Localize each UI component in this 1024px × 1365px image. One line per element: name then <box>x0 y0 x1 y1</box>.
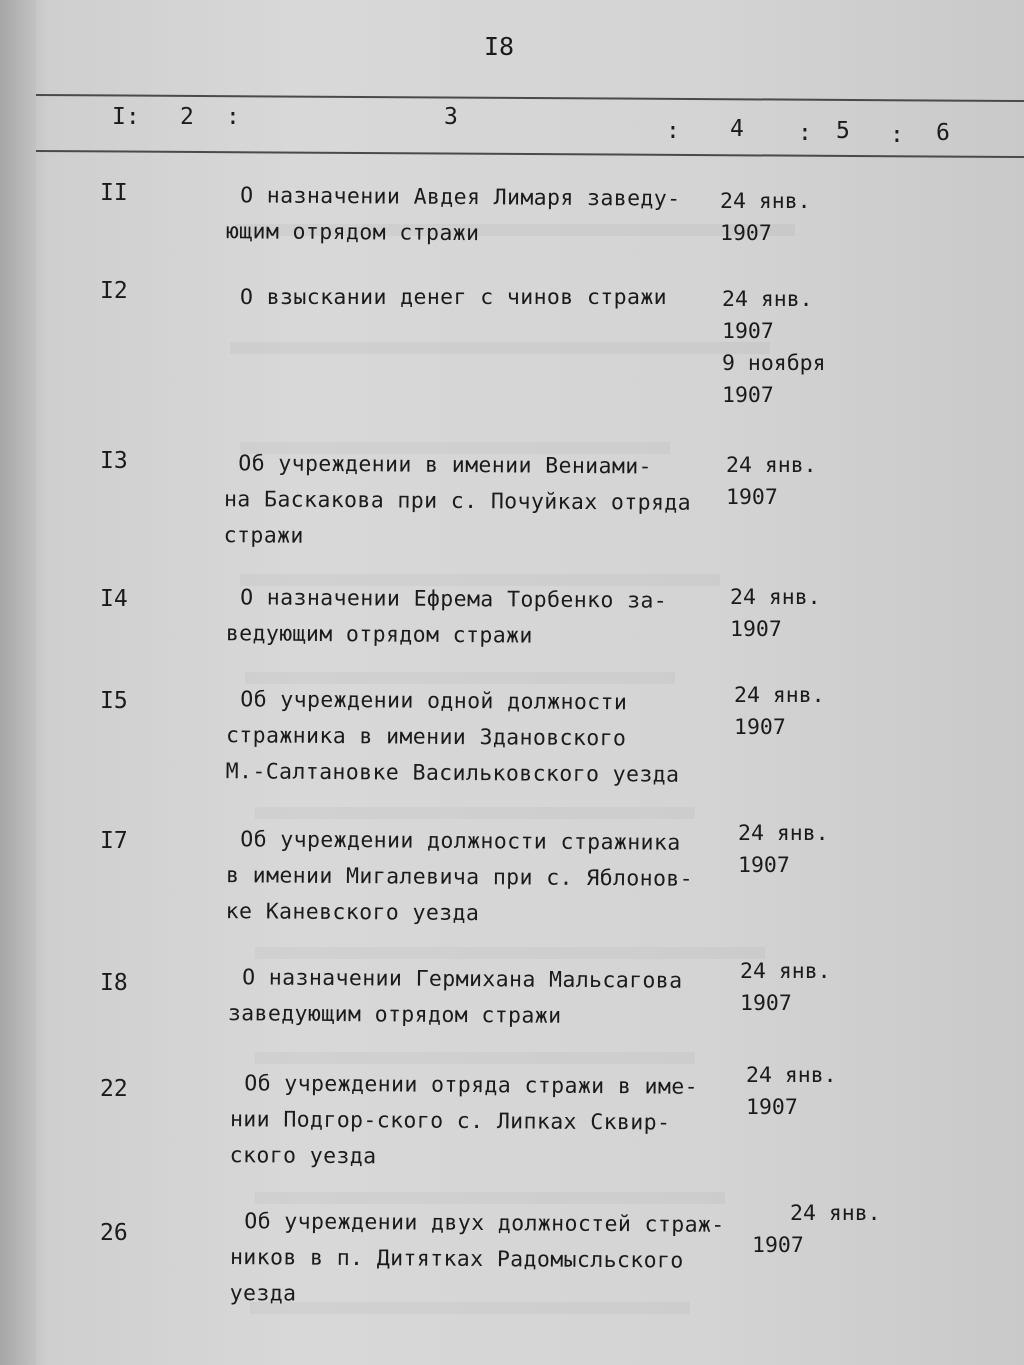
entry-title-line: ников в п. Дитятках Радомысльского <box>229 1245 684 1274</box>
entry-title-line: Об учреждении должности стражника <box>240 827 681 856</box>
entry-year: 1907 <box>734 715 786 740</box>
entry-title-line: Об учреждении отряда стражи в име- <box>244 1071 699 1100</box>
entry-year: 1907 <box>722 383 774 408</box>
col-6-label: 6 <box>936 120 950 146</box>
entry-title-line: Об учреждении двух должностей страж- <box>244 1209 725 1238</box>
col-4-label: 4 <box>730 116 744 142</box>
entry-title-line: стражника в имении Здановского <box>225 723 627 752</box>
entry-year: 1907 <box>726 485 778 510</box>
col-separator: : <box>798 120 812 146</box>
entry-number: II <box>100 180 128 206</box>
entry-title-line: Об учреждении одной должности <box>240 687 628 716</box>
col-1-label: I: <box>112 104 140 130</box>
entry-date: 9 ноября <box>722 351 826 376</box>
entry-title-line: на Баскакова при с. Почуйках отряда <box>223 487 692 516</box>
entry-title-line: в имении Мигалевича при с. Яблонов- <box>225 863 694 892</box>
binding-edge <box>0 0 36 1365</box>
entry-year: 1907 <box>752 1233 804 1258</box>
entry-title-line: стражи <box>223 523 304 549</box>
entry-title-line: нии Подгор-ского с. Липках Сквир- <box>229 1107 671 1136</box>
entry-date: 24 янв. <box>722 287 813 312</box>
entry-date: 24 янв. <box>734 683 825 708</box>
entry-date: 24 янв. <box>738 821 829 846</box>
entry-number: 26 <box>100 1220 128 1246</box>
page-number: I8 <box>484 32 515 61</box>
entry-number: I2 <box>100 278 128 304</box>
entry-number: I3 <box>100 448 128 474</box>
col-separator: : <box>666 118 680 144</box>
entry-title-line: ского уезда <box>229 1143 377 1170</box>
entry-number: 22 <box>100 1076 128 1102</box>
entry-title-line: О назначении Ефрема Торбенко за- <box>240 585 668 614</box>
entry-title-line: М.-Салтановке Васильковского уезда <box>225 759 680 788</box>
col-separator: : <box>890 122 904 148</box>
entry-date: 24 янв. <box>730 585 821 610</box>
entry-title-line: О взыскании денег с чинов стражи <box>240 285 668 310</box>
col-2-label: 2 <box>180 104 194 130</box>
entry-date: 24 янв. <box>790 1201 881 1226</box>
entry-year: 1907 <box>720 221 772 246</box>
entry-title-line: ке Каневского уезда <box>225 899 480 927</box>
header-rule-top <box>36 94 1024 102</box>
col-3-label: 3 <box>444 104 458 130</box>
entry-title-line: ведующим отрядом стражи <box>225 621 533 649</box>
entry-number: I4 <box>100 586 128 612</box>
entry-number: I5 <box>100 688 128 714</box>
col-separator: : <box>226 104 240 130</box>
entry-date: 24 янв. <box>740 959 831 984</box>
entry-title-line: Об учреждении в имении Вениами- <box>238 451 653 480</box>
entry-title-line: О назначении Гермихана Мальсагова <box>242 965 683 994</box>
entry-date: 24 янв. <box>746 1063 837 1088</box>
entry-year: 1907 <box>746 1095 798 1120</box>
entry-year: 1907 <box>730 617 782 642</box>
entry-year: 1907 <box>740 991 792 1016</box>
entry-number: I8 <box>100 970 128 996</box>
entry-date: 24 янв. <box>720 189 811 214</box>
entry-year: 1907 <box>738 853 790 878</box>
entry-title-line: уезда <box>229 1281 297 1307</box>
entry-date: 24 янв. <box>726 453 817 478</box>
entry-title-line: О назначении Авдея Лимаря заведу- <box>240 183 681 212</box>
entry-title-line: заведующим отрядом стражи <box>227 1001 562 1029</box>
entry-year: 1907 <box>722 319 774 344</box>
col-5-label: 5 <box>836 118 850 144</box>
header-rule-bottom <box>36 150 1024 158</box>
entry-number: I7 <box>100 828 128 854</box>
entry-title-line: ющим отрядом стражи <box>225 219 480 247</box>
